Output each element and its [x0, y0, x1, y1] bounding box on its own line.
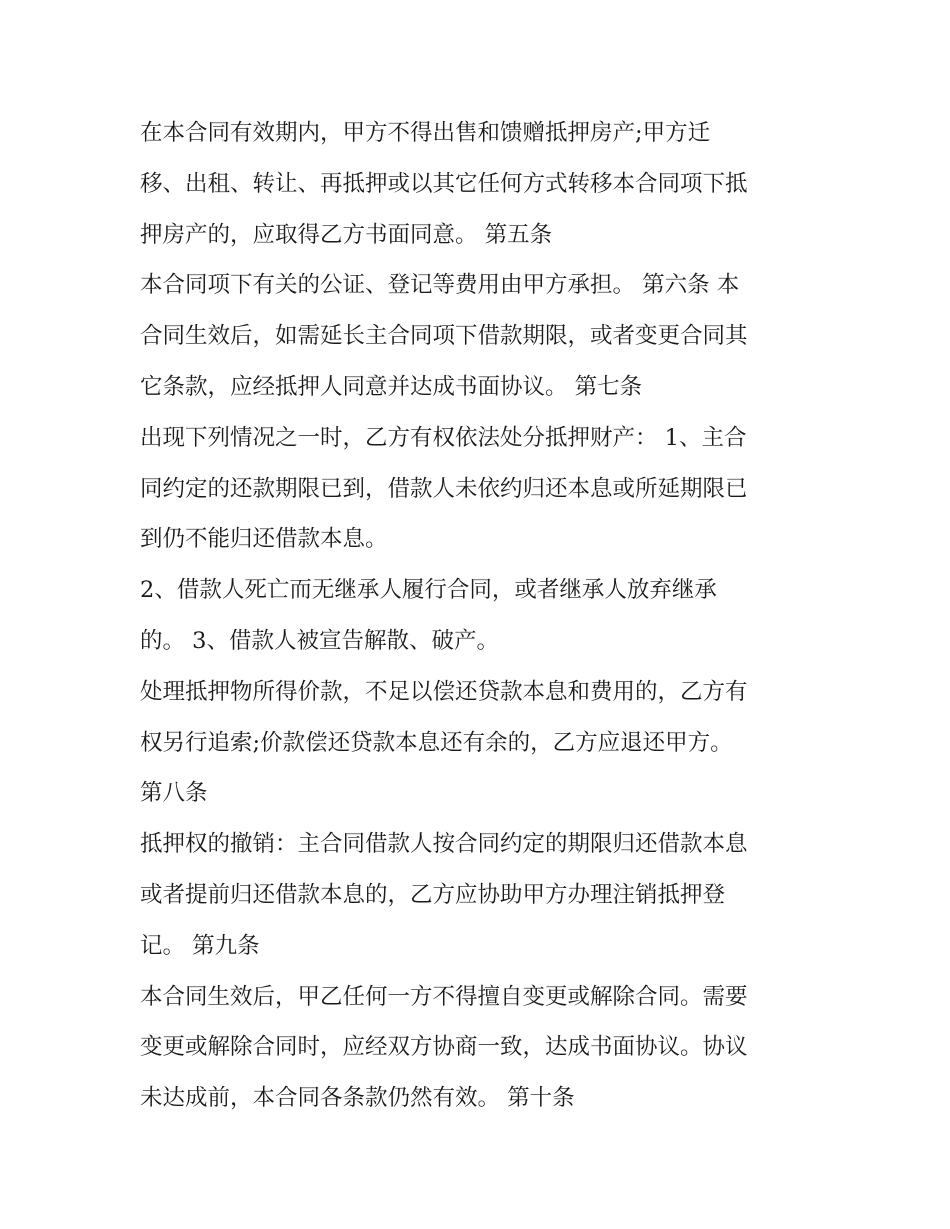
text-line: 或者提前归还借款本息的，乙方应协助甲方办理注销抵押登 [140, 881, 726, 908]
text-line: 记。 第九条 [140, 932, 260, 959]
text-line: 变更或解除合同时，应经双方协商一致，达成书面协议。协议 [140, 1034, 748, 1061]
text-line: 第八条 [140, 780, 208, 807]
text-line: 权另行追索;价款偿还贷款本息还有余的，乙方应退还甲方。 [140, 729, 733, 756]
text-line: 押房产的，应取得乙方书面同意。 第五条 [140, 221, 553, 248]
text-line: 出现下列情况之一时，乙方有权依法处分抵押财产： 1、主合 [140, 424, 747, 451]
contract-body-text [140, 108, 830, 1124]
text-line: 它条款，应经抵押人同意并达成书面协议。 第七条 [140, 373, 643, 400]
text-line: 本合同生效后，甲乙任何一方不得擅自变更或解除合同。需要 [140, 983, 748, 1010]
text-line: 合同生效后，如需延长主合同项下借款期限，或者变更合同其 [140, 323, 748, 350]
text-line: 移、出租、转让、再抵押或以其它任何方式转移本合同项下抵 [140, 170, 748, 197]
text-line: 抵押权的撤销：主合同借款人按合同约定的期限归还借款本息 [140, 831, 748, 858]
text-line: 处理抵押物所得价款，不足以偿还贷款本息和费用的，乙方有 [140, 678, 748, 705]
text-line: 同约定的还款期限已到，借款人未依约归还本息或所延期限已 [140, 475, 748, 502]
text-line: 本合同项下有关的公证、登记等费用由甲方承担。 第六条 本 [140, 272, 740, 299]
text-line: 在本合同有效期内，甲方不得出售和馈赠抵押房产;甲方迁 [140, 120, 711, 146]
text-line: 2、借款人死亡而无继承人履行合同，或者继承人放弃继承 [140, 577, 717, 604]
text-line: 到仍不能归还借款本息。 [140, 526, 388, 553]
text-line: 的。 3、借款人被宣告解散、破产。 [140, 627, 499, 654]
text-line: 未达成前，本合同各条款仍然有效。 第十条 [140, 1085, 575, 1112]
